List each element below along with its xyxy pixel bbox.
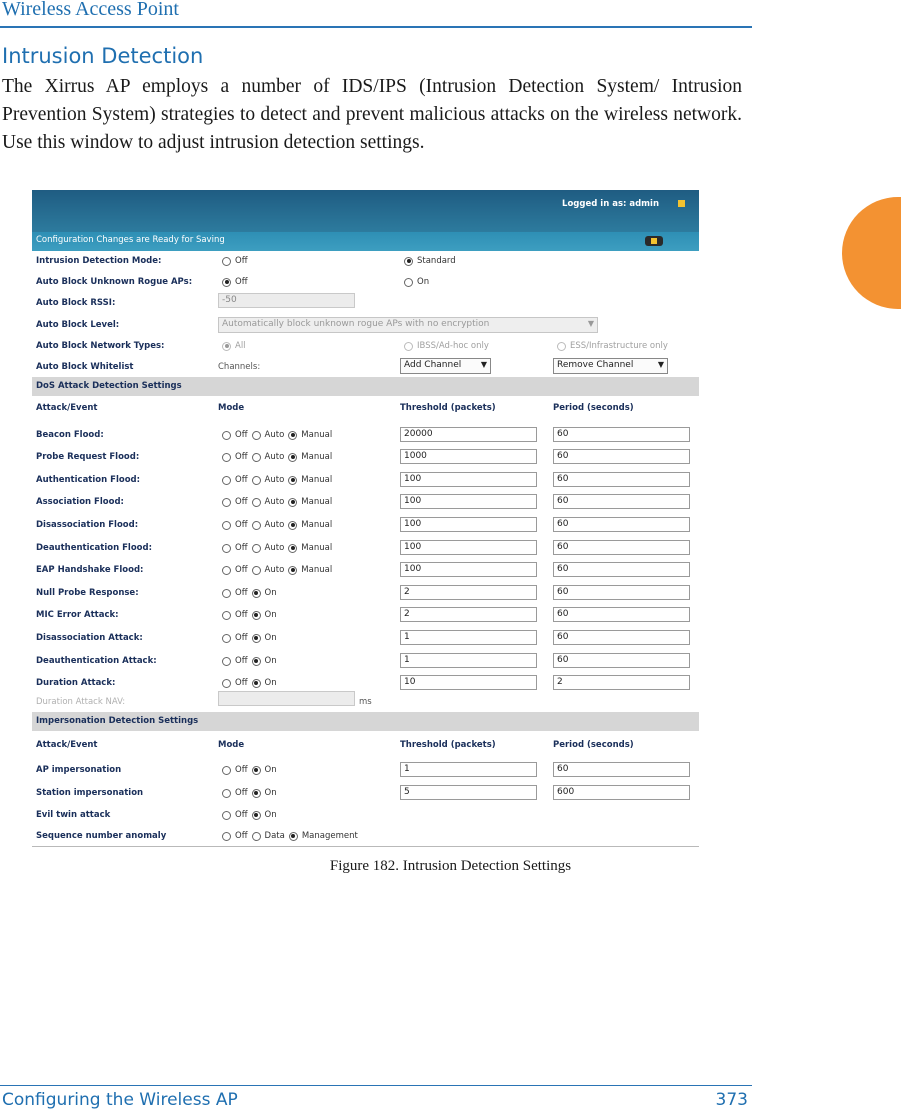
chapter-tab <box>842 197 901 309</box>
logged-in-text: Logged in as: admin <box>562 199 659 209</box>
option-label: On <box>264 765 277 775</box>
radio-icon[interactable] <box>288 566 297 575</box>
radio-icon[interactable] <box>252 566 261 575</box>
radio-icon[interactable] <box>222 278 231 287</box>
section-title: Intrusion Detection <box>2 44 204 68</box>
radio-icon[interactable] <box>252 789 261 798</box>
radio-icon[interactable] <box>222 657 231 666</box>
option-label: Off <box>235 497 248 507</box>
period-input[interactable]: 2 <box>553 675 690 690</box>
period-input[interactable]: 60 <box>553 472 690 487</box>
period-input[interactable]: 60 <box>553 427 690 442</box>
threshold-input[interactable]: 2 <box>400 607 537 622</box>
net-types-all[interactable] <box>222 341 246 351</box>
save-bar <box>32 232 699 251</box>
dos-row-mode <box>222 588 277 598</box>
option-label: Off <box>235 810 248 820</box>
auto-block-on[interactable] <box>404 277 429 287</box>
period-input[interactable]: 60 <box>553 517 690 532</box>
radio-icon[interactable] <box>252 766 261 775</box>
option-label: Off <box>235 610 248 620</box>
radio-icon[interactable] <box>252 611 261 620</box>
threshold-input[interactable]: 100 <box>400 540 537 555</box>
option-label: On <box>264 633 277 643</box>
radio-icon[interactable] <box>222 521 231 530</box>
radio-icon[interactable] <box>222 789 231 798</box>
option-label: Management <box>301 831 358 841</box>
period-input[interactable]: 60 <box>553 762 690 777</box>
option-label: Auto <box>264 430 285 440</box>
option-label: Off <box>235 565 248 575</box>
chevron-down-icon: ▼ <box>657 360 664 369</box>
imp-section-title: Impersonation Detection Settings <box>36 716 199 726</box>
chevron-down-icon: ▼ <box>587 319 594 328</box>
dos-row-mode <box>222 678 277 688</box>
footer-rule <box>0 1085 752 1086</box>
threshold-input[interactable]: 1 <box>400 630 537 645</box>
option-label: Manual <box>301 475 333 485</box>
dos-row-mode <box>222 565 332 575</box>
radio-icon[interactable] <box>404 278 413 287</box>
remove-channel-label: Remove Channel <box>557 360 634 370</box>
threshold-input[interactable]: 20000 <box>400 427 537 442</box>
radio-icon[interactable] <box>252 634 261 643</box>
radio-icon[interactable] <box>252 657 261 666</box>
remove-channel-select[interactable] <box>553 358 668 374</box>
col-mode: Mode <box>218 740 245 750</box>
header-rule <box>0 26 752 28</box>
option-label: Data <box>264 831 285 841</box>
radio-icon[interactable] <box>288 476 297 485</box>
threshold-input[interactable]: 100 <box>400 494 537 509</box>
period-input[interactable]: 60 <box>553 449 690 464</box>
threshold-input[interactable]: 1 <box>400 762 537 777</box>
top-banner <box>32 190 699 232</box>
dos-row-label: Association Flood: <box>36 497 124 507</box>
col-threshold: Threshold (packets) <box>400 740 496 750</box>
period-input[interactable]: 60 <box>553 540 690 555</box>
option-label: Off <box>235 256 248 266</box>
dos-row-label: Beacon Flood: <box>36 430 104 440</box>
dos-row-mode <box>222 520 332 530</box>
option-label: On <box>264 810 277 820</box>
dos-row-label: Null Probe Response: <box>36 588 139 598</box>
imp-row-mode <box>222 831 358 841</box>
option-label: IBSS/Ad-hoc only <box>417 341 489 351</box>
col-period: Period (seconds) <box>553 740 634 750</box>
col-event: Attack/Event <box>36 740 98 750</box>
net-types-label: Auto Block Network Types: <box>36 341 165 351</box>
option-label: Manual <box>301 520 333 530</box>
option-label: Off <box>235 520 248 530</box>
col-threshold: Threshold (packets) <box>400 403 496 413</box>
period-input[interactable]: 60 <box>553 562 690 577</box>
period-input[interactable]: 60 <box>553 585 690 600</box>
option-label: Off <box>235 656 248 666</box>
settings-screenshot <box>32 190 699 847</box>
radio-icon[interactable] <box>289 832 298 841</box>
dos-section-band <box>32 377 699 396</box>
option-label: All <box>235 341 246 351</box>
radio-icon[interactable] <box>252 498 261 507</box>
imp-row-label: Station impersonation <box>36 788 144 798</box>
period-input[interactable]: 60 <box>553 607 690 622</box>
ids-mode-label: Intrusion Detection Mode: <box>36 256 162 266</box>
dos-row-label: Probe Request Flood: <box>36 452 140 462</box>
dos-row-mode <box>222 430 332 440</box>
col-period: Period (seconds) <box>553 403 634 413</box>
radio-icon[interactable] <box>222 634 231 643</box>
dos-row-mode <box>222 610 277 620</box>
threshold-input[interactable]: 100 <box>400 517 537 532</box>
option-label: ESS/Infrastructure only <box>570 341 668 351</box>
nav-input[interactable] <box>218 691 355 706</box>
channels-label: Channels: <box>218 362 261 372</box>
radio-icon[interactable] <box>288 544 297 553</box>
radio-icon[interactable] <box>252 544 261 553</box>
option-label: Standard <box>417 256 456 266</box>
radio-icon[interactable] <box>222 589 231 598</box>
option-label: Off <box>235 678 248 688</box>
auto-block-off[interactable] <box>222 277 248 287</box>
radio-icon[interactable] <box>222 811 231 820</box>
option-label: Manual <box>301 543 333 553</box>
period-input[interactable]: 60 <box>553 494 690 509</box>
radio-icon[interactable] <box>252 476 261 485</box>
radio-icon[interactable] <box>252 589 261 598</box>
period-input[interactable]: 60 <box>553 630 690 645</box>
option-label: Off <box>235 831 248 841</box>
imp-row-mode <box>222 788 277 798</box>
threshold-input[interactable]: 10 <box>400 675 537 690</box>
save-bar-text: Configuration Changes are Ready for Saving <box>36 235 225 245</box>
footer-left: Configuring the Wireless AP <box>2 1090 238 1110</box>
radio-icon[interactable] <box>404 342 413 351</box>
dos-row-mode <box>222 656 277 666</box>
threshold-input[interactable]: 1 <box>400 653 537 668</box>
option-label: On <box>264 656 277 666</box>
col-mode: Mode <box>218 403 245 413</box>
threshold-input[interactable]: 100 <box>400 472 537 487</box>
whitelist-label: Auto Block Whitelist <box>36 362 134 372</box>
intro-paragraph: The Xirrus AP employs a number of IDS/IPS (Intrusion Detection System/ Intrusion Prevention System) strategies to detect and prevent malicious attacks on the wireless network. Use this window to adjust intrusion detection settings. <box>2 76 742 153</box>
option-label: Off <box>235 788 248 798</box>
radio-icon[interactable] <box>557 342 566 351</box>
lock-icon[interactable] <box>678 200 685 207</box>
page-number: 373 <box>715 1090 748 1110</box>
radio-icon[interactable] <box>222 832 231 841</box>
radio-icon[interactable] <box>222 566 231 575</box>
radio-icon[interactable] <box>252 453 261 462</box>
net-types-ibss[interactable] <box>404 341 489 351</box>
imp-row-label: AP impersonation <box>36 765 122 775</box>
option-label: Manual <box>301 565 333 575</box>
nav-label: Duration Attack NAV: <box>36 697 126 707</box>
option-label: Off <box>235 475 248 485</box>
option-label: Off <box>235 452 248 462</box>
rssi-input[interactable]: -50 <box>218 293 355 308</box>
ids-mode-standard[interactable] <box>404 256 456 266</box>
nav-unit: ms <box>359 697 372 707</box>
radio-icon[interactable] <box>222 453 231 462</box>
option-label: Off <box>235 430 248 440</box>
option-label: Auto <box>264 565 285 575</box>
save-lock-icon[interactable] <box>645 236 663 246</box>
option-label: Off <box>235 633 248 643</box>
threshold-input[interactable]: 2 <box>400 585 537 600</box>
radio-icon[interactable] <box>222 544 231 553</box>
option-label: Off <box>235 765 248 775</box>
radio-icon[interactable] <box>222 611 231 620</box>
net-types-ess[interactable] <box>557 341 668 351</box>
radio-icon[interactable] <box>288 521 297 530</box>
radio-icon[interactable] <box>252 521 261 530</box>
dos-row-mode <box>222 497 332 507</box>
add-channel-label: Add Channel <box>404 360 462 370</box>
option-label: On <box>264 678 277 688</box>
period-input[interactable]: 60 <box>553 653 690 668</box>
dos-section-title: DoS Attack Detection Settings <box>36 381 182 391</box>
option-label: Off <box>235 543 248 553</box>
level-label: Auto Block Level: <box>36 320 120 330</box>
dos-row-label: Deauthentication Attack: <box>36 656 157 666</box>
radio-icon[interactable] <box>288 431 297 440</box>
level-select[interactable] <box>218 317 598 333</box>
radio-icon[interactable] <box>222 476 231 485</box>
dos-row-label: Authentication Flood: <box>36 475 141 485</box>
imp-row-label: Evil twin attack <box>36 810 111 820</box>
period-input[interactable]: 600 <box>553 785 690 800</box>
radio-icon[interactable] <box>222 766 231 775</box>
option-label: Off <box>235 277 248 287</box>
level-value: Automatically block unknown rogue APs with no encryption <box>222 319 490 329</box>
radio-icon[interactable] <box>222 257 231 266</box>
radio-icon[interactable] <box>288 498 297 507</box>
radio-icon[interactable] <box>288 453 297 462</box>
radio-icon[interactable] <box>252 431 261 440</box>
option-label: Manual <box>301 452 333 462</box>
radio-icon[interactable] <box>222 342 231 351</box>
imp-row-label: Sequence number anomaly <box>36 831 167 841</box>
threshold-input[interactable]: 5 <box>400 785 537 800</box>
threshold-input[interactable]: 1000 <box>400 449 537 464</box>
radio-icon[interactable] <box>252 811 261 820</box>
option-label: On <box>264 588 277 598</box>
radio-icon[interactable] <box>222 431 231 440</box>
option-label: Auto <box>264 475 285 485</box>
radio-icon[interactable] <box>222 498 231 507</box>
radio-icon[interactable] <box>222 679 231 688</box>
dos-row-label: Disassociation Flood: <box>36 520 139 530</box>
option-label: On <box>264 788 277 798</box>
option-label: Auto <box>264 452 285 462</box>
rssi-label: Auto Block RSSI: <box>36 298 116 308</box>
dos-row-label: Duration Attack: <box>36 678 116 688</box>
ids-mode-off[interactable] <box>222 256 248 266</box>
threshold-input[interactable]: 100 <box>400 562 537 577</box>
add-channel-select[interactable] <box>400 358 491 374</box>
dos-row-mode <box>222 452 332 462</box>
radio-icon[interactable] <box>252 679 261 688</box>
option-label: Manual <box>301 430 333 440</box>
dos-row-label: Deauthentication Flood: <box>36 543 152 553</box>
figure-caption: Figure 182. Intrusion Detection Settings <box>329 858 572 874</box>
option-label: Auto <box>264 543 285 553</box>
chevron-down-icon: ▼ <box>480 360 487 369</box>
option-label: Manual <box>301 497 333 507</box>
option-label: Auto <box>264 497 285 507</box>
option-label: On <box>417 277 430 287</box>
dos-row-mode <box>222 543 332 553</box>
option-label: Auto <box>264 520 285 530</box>
auto-block-label: Auto Block Unknown Rogue APs: <box>36 277 193 287</box>
dos-row-mode <box>222 633 277 643</box>
imp-row-mode <box>222 810 277 820</box>
option-label: On <box>264 610 277 620</box>
col-event: Attack/Event <box>36 403 98 413</box>
radio-icon[interactable] <box>404 257 413 266</box>
imp-section-band <box>32 712 699 731</box>
radio-icon[interactable] <box>252 832 261 841</box>
dos-row-label: MIC Error Attack: <box>36 610 119 620</box>
option-label: Off <box>235 588 248 598</box>
dos-row-mode <box>222 475 332 485</box>
dos-row-label: Disassociation Attack: <box>36 633 143 643</box>
page-header-title: Wireless Access Point <box>2 0 179 20</box>
imp-row-mode <box>222 765 277 775</box>
dos-row-label: EAP Handshake Flood: <box>36 565 144 575</box>
